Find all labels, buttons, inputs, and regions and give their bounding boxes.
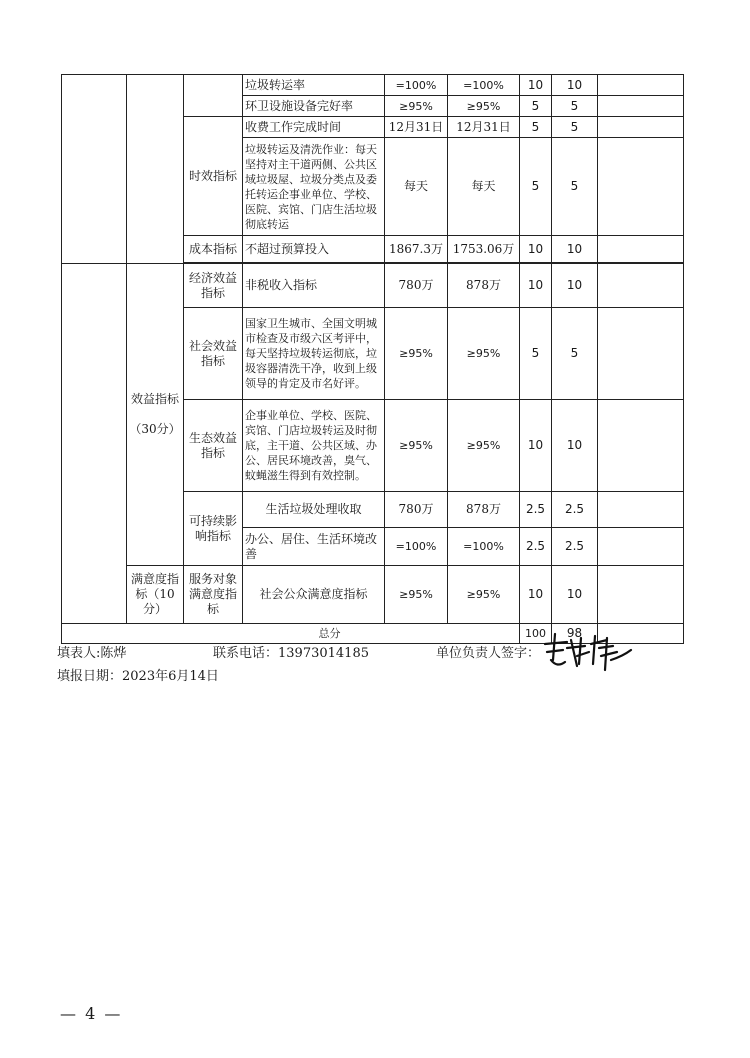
target-cell: =100% [385,528,448,566]
weight-cell: 10 [520,400,552,492]
weight-cell: 5 [520,138,552,236]
target-cell: ≥95% [385,96,448,117]
score-cell: 10 [552,400,598,492]
remark-cell [598,96,684,117]
target-cell: 1867.3万 [385,236,448,263]
category-points: （30分） [129,422,181,436]
actual-cell: ≥95% [448,96,520,117]
target-cell: ≥95% [385,308,448,400]
sub-cell: 生态效益指标 [184,400,243,492]
sub-cell: 社会效益指标 [184,308,243,400]
actual-cell: 878万 [448,492,520,528]
score-cell: 5 [552,308,598,400]
sub-cell [184,75,243,117]
score-cell: 10 [552,264,598,308]
target-cell: 每天 [385,138,448,236]
actual-cell: 12月31日 [448,117,520,138]
weight-cell: 10 [520,264,552,308]
page-number: — 4 — [60,1004,123,1023]
weight-cell: 10 [520,75,552,96]
weight-cell: 5 [520,117,552,138]
actual-cell: 1753.06万 [448,236,520,263]
target-cell: ≥95% [385,400,448,492]
table-row [62,566,684,624]
total-score: 98 [552,624,598,644]
footer-date: 填报日期：2023年6月14日 [57,669,219,684]
indicator-cell: 收费工作完成时间 [243,117,385,138]
remark-cell [598,528,684,566]
category-benefit [127,264,184,566]
table-row [62,264,684,308]
weight-cell: 10 [520,236,552,263]
target-cell: ≥95% [385,566,448,624]
actual-cell: ≥95% [448,400,520,492]
score-cell: 10 [552,566,598,624]
category-label: 效益指标 [130,392,179,406]
level1-cell [62,264,127,624]
remark-cell [598,75,684,96]
remark-cell [598,264,684,308]
sub-cell: 可持续影响指标 [184,492,243,566]
sub-cell: 经济效益指标 [184,264,243,308]
target-cell: =100% [385,75,448,96]
footer-leader: 单位负责人签字： [436,646,541,661]
remark-cell [598,236,684,263]
indicator-cell: 垃圾转运及清洗作业：每天坚持对主干道两侧、公共区域垃圾屋、垃圾分类点及委托转运企事业单位、学校、医院、宾馆、门店生活垃圾彻底转运 [243,138,385,236]
indicator-cell: 不超过预算投入 [243,236,385,263]
sub-cell: 服务对象满意度指标 [184,566,243,624]
remark-cell [598,117,684,138]
weight-cell: 5 [520,96,552,117]
actual-cell: ≥95% [448,566,520,624]
target-cell: 12月31日 [385,117,448,138]
sub-cell: 时效指标 [184,117,243,236]
score-cell: 2.5 [552,528,598,566]
performance-table [61,74,684,644]
target-cell: 780万 [385,492,448,528]
score-cell: 2.5 [552,492,598,528]
total-weight: 100 [520,624,552,644]
weight-cell: 5 [520,308,552,400]
score-cell: 10 [552,75,598,96]
actual-cell: =100% [448,75,520,96]
level2-cell [127,75,184,264]
remark-cell [598,308,684,400]
score-cell: 10 [552,236,598,263]
level1-cell [62,75,127,264]
remark-cell [598,138,684,236]
signature-image [537,630,637,674]
remark-cell [598,400,684,492]
actual-cell: ≥95% [448,308,520,400]
sub-cell: 成本指标 [184,236,243,263]
category-satisfaction: 满意度指标（10分） [127,566,184,624]
score-cell: 5 [552,138,598,236]
indicator-cell: 国家卫生城市、全国文明城市检查及市级六区考评中，每天坚持垃圾转运彻底，垃圾容器清洗干净，收到上级领导的肯定及市名好评。 [243,308,385,400]
actual-cell: 每天 [448,138,520,236]
actual-cell: 878万 [448,264,520,308]
indicator-cell: 环卫设施设备完好率 [243,96,385,117]
indicator-cell: 垃圾转运率 [243,75,385,96]
table-row [62,75,684,96]
actual-cell: =100% [448,528,520,566]
score-cell: 5 [552,117,598,138]
score-cell: 5 [552,96,598,117]
footer-phone: 联系电话：13973014185 [213,646,369,661]
remark-cell [598,492,684,528]
weight-cell: 10 [520,566,552,624]
indicator-cell: 非税收入指标 [243,264,385,308]
total-label: 总分 [62,624,520,644]
indicator-cell: 社会公众满意度指标 [243,566,385,624]
weight-cell: 2.5 [520,492,552,528]
indicator-cell: 生活垃圾处理收取 [243,492,385,528]
indicator-cell: 办公、居住、生活环境改善 [243,528,385,566]
weight-cell: 2.5 [520,528,552,566]
target-cell: 780万 [385,264,448,308]
indicator-cell: 企事业单位、学校、医院、宾馆、门店垃圾转运及时彻底，主干道、公共区域、办公、居民环境改善，臭气、蚊蝇滋生得到有效控制。 [243,400,385,492]
footer-filler: 填表人:陈烨 [57,646,127,661]
remark-cell [598,566,684,624]
